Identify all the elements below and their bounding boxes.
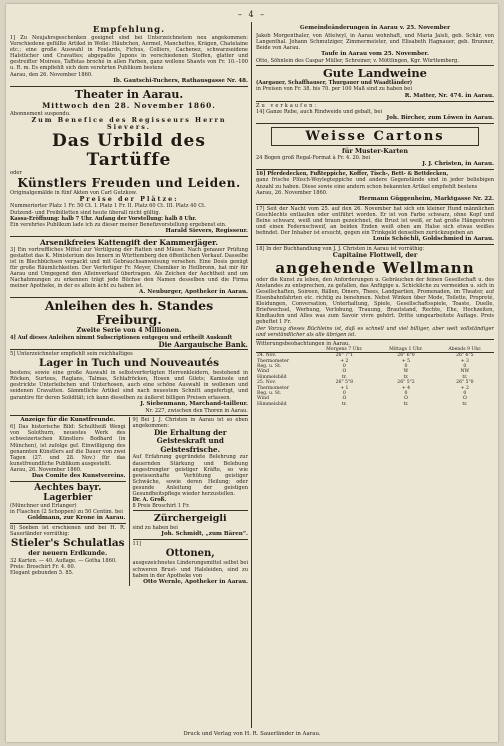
weather-cell: 26" 7"1 — [335, 353, 354, 359]
weather-cell: Himmelsbild — [257, 401, 287, 407]
weather-cell: 0 — [404, 364, 408, 370]
weather-cell: 26" 6"0 — [397, 353, 415, 359]
arsenik-signature: A. Neuburger, Apotheker in Aarau. — [138, 289, 248, 296]
ad-number: 1] — [10, 35, 16, 41]
schulatlas-title: Stieler's Schulatlas — [10, 537, 125, 550]
weather-cell: 0 — [342, 364, 346, 370]
wellmann-text: oder die Kunst zu leben, den Anforderungen u. Gebräuchen der feinen Gesellschaft u. des Anstandes zu entsprechen, zu gefallen, das Anfügige u. Schickliche zu vermeiden u. sich in Gesellschaften, Soireen, Bällen, Diners, Thees, Landpartien, Promenaden, im Theater, auf Eisenbahnfahrten etc. richtig zu benehmen. Nebst Winken über Mode, Toilette, Propreté, Kleidungen, Conversation, Unterhaltung, Spiele, Gesellschaftsspiele, Toaste, Duelle, Briefwechsel, Werbung, Verlobung, Trauung, Brautstand, Rechte, Ehe, Hochzeiten, Kindtaufen und Alles was zum Savoir vivre gehört. Dritte umgearbeitete Auflage. Preis geheftet 1 Fr. — [256, 276, 494, 326]
weather-header-cell: Morgens 7 Uhr. — [312, 347, 376, 353]
kunstfreunde-title: Anzeige für die Kunstfreunde. — [20, 416, 116, 423]
zuercher-signature: Joh. Schmidt, „zum Bären“. — [161, 531, 248, 538]
schulatlas-subtitle: der neuern Erdkunde. — [28, 549, 108, 558]
weather-cell: Thermometer — [257, 385, 289, 391]
weather-cell: 26" 5"2 — [397, 380, 415, 386]
weather-cell: 0 — [463, 391, 467, 397]
weather-cell: + 2 — [460, 385, 469, 391]
subcolumn-divider — [129, 417, 130, 586]
weather-cell: tr. — [462, 401, 468, 407]
ad-number: 18] — [256, 246, 265, 253]
arsenik-title: Arsenikfreies Kattengift der Kammerjäger. — [40, 237, 218, 247]
ad-ottonen — [133, 541, 249, 585]
weather-cell: 26" 5"0 — [456, 380, 474, 386]
reben-signature: Joh. Bircher, zum Löwen in Aarau. — [386, 114, 494, 121]
weather-cell: tr. — [403, 374, 409, 380]
weather-title: Witterungsbeobachtungen in Aarau. — [256, 340, 350, 347]
weather-cell: 0 — [404, 391, 408, 397]
page-number: – 4 – — [237, 10, 267, 19]
weather-cell: tr. — [403, 401, 409, 407]
weather-observations — [256, 339, 494, 409]
anleihen-series: Zweite Serie von 4 Millionen. — [76, 326, 182, 335]
ad-wellmann — [256, 244, 494, 339]
theater-prices-title: Preise der Plätze: — [79, 194, 179, 203]
landweine-signature: R. Matter, Nr. 474. in Aarau. — [404, 92, 494, 99]
ad-number: 5] — [10, 351, 16, 358]
weather-cell: + 4 — [401, 385, 411, 391]
pferdedecken-title: Pferdedecken, Fußteppiche, Koffer, Tisch-, Bett- & Bettdecken, — [267, 171, 449, 178]
schulatlas-edition: 32 Karten. — 40. Auflage. — Gotha 1860. — [10, 557, 117, 564]
taufe-title: Taufe in Aarau vom 25. November. — [321, 50, 429, 57]
lager-address: Nr. 227, zwischen den Thoren in Aarau. — [145, 407, 248, 414]
divider — [133, 539, 249, 540]
ottonen-title: Ottonen, — [165, 548, 215, 560]
ad-number: 11] — [132, 541, 141, 548]
christen-author: Dr. A. Groß. — [132, 497, 167, 504]
wellmann-author: Capitaine Flottwell, der — [332, 251, 418, 260]
ad-empfehlung — [10, 24, 248, 86]
weather-cell: O — [342, 396, 347, 402]
lagerbier-signature: Goldmann, zur Krone in Aarau. — [27, 515, 126, 522]
page-footer: Druck und Verlag von H. R. Sauerländer in Aarau. — [183, 731, 321, 737]
weather-cell: 24. Nov. — [257, 353, 277, 359]
lagerbier-title: Aechtes bayr. Lagerbier — [34, 482, 102, 503]
theater-abo: Abonnement suspendu. — [10, 110, 71, 117]
divider — [10, 481, 126, 482]
ad-cartons — [256, 123, 494, 170]
reben-text: Ganze Rebe, auch Rindweide und gebalt, bei — [266, 108, 382, 115]
right-column — [256, 24, 494, 408]
weather-cell: 0 — [342, 391, 346, 397]
kunstfreunde-text: Das historische Bild: Schultheiß Wengi von Solothurn, neuestes Werk des schweizerischen Künstlers Bodhard (in München), ist zufolge gef. Einwilligung des genannten Künstlers auf die Dauer von zwei Tagen (27. und 28. Nov.) für das kunstfreundliche Publikum ausgestellt. — [10, 424, 126, 467]
theater-subtitle: Künstlers Freuden und Leiden. — [17, 175, 241, 190]
weather-cell: Wind — [257, 396, 270, 402]
ottonen-signature: Otto Wernle, Apotheker in Aarau. — [143, 578, 248, 585]
schulatlas-price2: Elegant gebunden 5. 85. — [10, 570, 74, 577]
subcolumn-right — [133, 417, 249, 586]
ad-hund — [256, 204, 494, 244]
weather-cell: 26" 6"5 — [456, 353, 474, 359]
wellmann-intro: In der Buchhandlung von J. J. Christen in Aarau ist vorräthig: — [266, 246, 425, 253]
wellmann-title: angehende Wellmann — [275, 258, 475, 277]
christen-price: 8 Preis Broschirt 1 Fr. — [132, 503, 190, 510]
arsenik-text: Ein vortreffliches Mittel zur Vertilgung der Ratten und Mäuse. Nach genauer Prüfung gestattet das K. Ministerium des Innern in Württemberg den öffentlichen Verkauf. Dasselbe ist in Blechbüchsen verpackt und mit Gebrauchsanweisung versehen. Eine Dosis genügt für große Räumlichkeiten. Der Verfertiger Fr. Meyer, Chemiker in Heilbronn, hat mir für Aarau und Umgegend den Alleinverkauf übertragen. Als Zeichen der Aechtheit und um Nachahmungen zu erkennen trägt jede Büchse den Namen desselben und die Firma meiner Apotheke, in der es allein ächt zu haben ist. — [10, 246, 248, 290]
ad-arsenik — [10, 236, 248, 298]
theater-benefit: Zum Benefice des Regisseurs Herrn Sievers. — [31, 115, 227, 132]
weather-cell: + 5 — [401, 358, 411, 364]
pferdedecken-place: Aarau, 26. November 1860. — [256, 189, 328, 196]
anleihen-text: Auf dieses Anleihen nimmt Subscriptionen entgegen und ertheilt Auskunft — [17, 334, 233, 341]
ad-reben — [256, 101, 494, 123]
two-column-ads-left — [10, 415, 248, 587]
ad-theater — [10, 86, 248, 236]
landweine-subtitle: (Aargauer, Schaffhauser, Thurgauer und Waadtländer) — [256, 80, 413, 87]
lagerbier-text: in Flaschen (2 Schoppen) zu 50 Centim. bei — [10, 509, 123, 516]
weather-cell: tr. — [341, 401, 347, 407]
column-divider — [251, 22, 252, 728]
cartons-box — [271, 127, 479, 146]
christen-title: Die Erhaltung der Geisteskraft und Geistesfrische. — [153, 427, 227, 454]
ad-number: 17] — [256, 205, 265, 212]
gemeinde-title: Gemeindeänderungen in Aarau v. 25. November — [299, 25, 451, 31]
theater-play: Das Urbild des Tartüffe — [52, 130, 206, 170]
ad-number: 14] — [256, 108, 265, 115]
landweine-title: Gute Landweine — [322, 66, 428, 81]
theater-tickets: Dutzend- und Freibilletten sind heute überall nicht gültig. — [10, 209, 161, 216]
ad-schulatlas — [10, 525, 126, 576]
cartons-text: 24 Bogen groß Regal-Format à Fr. 4. 20. bei — [256, 155, 371, 162]
ad-zuercher — [133, 512, 249, 538]
weather-cell: tr. — [341, 374, 347, 380]
cartons-title: Weisse Cartons — [305, 128, 445, 144]
subcolumn-left — [10, 417, 126, 586]
weather-cell: + 1 — [340, 385, 349, 391]
lager-text: bestens; sowie eine große Auswahl in selbstverfertigten Herrenkleidern, bestehend in Röcken, Surtous, Raglans, Talmas, Schlafröcken, Hosen und Gilets; Kamisole und gestrickte Unterleibchen und Unterhosen, auch eine schöne Auswahl in wollenen und seidenen Cravatten. Sämmtliche Artikel sind nach neuestem Schnitt angefertigt, und garantire für deren Solidität; ich kann dieselben zu äußerst billigen Preisen erlassen. — [10, 370, 248, 401]
pferdedecken-text: ganz frische Plüsch-Woylegteppiche und andere Gegenstände sind in jeder beliebigen Anzahl zu haben. Diese sowie eine andern schon bekannten Artikel empfiehlt bestens — [256, 177, 494, 190]
christen-text: Bei J. J. Christen in Aarau ist so eben angekommen: — [132, 416, 248, 429]
anleihen-title: Anleihen des h. Standes Freiburg. — [44, 298, 214, 328]
lager-signature: J. Siebenmann, Marchand-tailleur. — [140, 400, 248, 407]
theater-oder: oder — [10, 169, 22, 176]
ad-number: 3] — [10, 246, 16, 253]
zuercher-title: Zürchergeigli — [153, 513, 227, 525]
theater-times: Kassa-Eröffnung: halb 7 Uhr. Anfang der Vorstellung: halb 8 Uhr. — [10, 215, 197, 222]
landweine-text: in Preisen von Fr. 38. bis 70. per 100 Maß sind zu haben bei — [256, 86, 412, 93]
theater-date: Mittwoch den 28. November 1860. — [42, 100, 216, 110]
ad-number: 16] — [256, 171, 266, 178]
ad-lager — [10, 349, 248, 415]
ad-gemeinde — [256, 24, 494, 65]
theater-prices: Nummerierter Platz 1 Fr. 50 Ct. I. Platz 1 Fr. II. Platz 60 Ct. III. Platz 40 Ct. — [10, 203, 206, 210]
lagerbier-subtitle: (Münchner und Erlanger) — [10, 502, 77, 509]
weather-header-cell: Abends 9 Uhr. — [436, 347, 494, 353]
weather-cell: O — [404, 396, 408, 402]
weather-cell: 25. Nov. — [257, 380, 277, 386]
weather-cell: + 2 — [340, 358, 349, 364]
taufe-text: Otto, Söhnlein des Caspar Müller, Schreiner, v. Möttlingen, Kgr. Württemberg. — [256, 58, 459, 65]
lager-title: Lager in Tuch und Nouveautés — [38, 357, 219, 370]
hund-signature: Louis Schöchli, Goldschmied in Aarau. — [372, 236, 494, 243]
cartons-subtitle: für Muster-Karten — [341, 146, 409, 155]
weather-cell: Thermometer — [257, 358, 289, 364]
weather-header-cell: Mittags 1 Uhr. — [376, 347, 435, 353]
lager-intro: Unterzeichneter empfiehlt sein reichhaltiges — [16, 351, 133, 358]
divider — [133, 510, 249, 511]
weather-cell: 26" 5"8 — [335, 380, 354, 386]
weather-cell: O — [342, 369, 347, 375]
hund-text: Seit der Nacht vom 25. auf den 26. November hat sich ein kleiner Hund männlichen Geschlechts entlaufen oder entführt worden. Er ist von Farbe schwarz, ohne Kopf und Beine schwarz, weiß und braun gezeichnet, die Brust ist weiß, er hat große Hängeohren und einen Federnschweif, an beiden Enden weiß oben am Halse sich etwas weißes befindet. Der Inhaber ist ersucht, gegen ein Trinkgeld denselben zurückzugeben an — [256, 205, 494, 237]
ad-landweine — [256, 65, 494, 100]
gemeinde-text: Jakob Morgenthaler, von Attelwyl, in Aarau wohnhaft, und Maria Jaisli, geb. Schär, von Langenthal. Johann Schmutziger, Zimmermeister, und Elisabeth Hagnauer, geb. Brunner, Beide von Aarau. — [256, 32, 494, 51]
weather-cell: Reg. u. St. — [257, 391, 282, 397]
weather-cell: Wind — [257, 369, 270, 375]
anleihen-signature: Die Aargauische Bank. — [158, 340, 248, 350]
theater-invite: Ein verehrtes Publikum lade ich zu dieser meiner Benefizvorstellung ergebenst ein. — [10, 221, 227, 228]
ottonen-text: ausgezeichnetes Linderungsmittel selbst bei schweren Brust- und Halsleiden, sind zu haben in der Apotheke von — [132, 560, 248, 579]
ad-signature: Ib. Gautschi-Tuchers, Rathausgasse Nr. 48. — [113, 77, 248, 84]
weather-cell: NW — [460, 369, 470, 375]
ad-number: 9] — [132, 416, 138, 423]
newspaper-page — [6, 4, 498, 742]
weather-cell: Himmelsbild — [257, 374, 287, 380]
ad-anleihen — [10, 297, 248, 349]
schulatlas-intro: Soeben ist erschienen und bei H. R. Sauerländer vorräthig: — [10, 525, 126, 538]
ad-text: Zu Neujahrsgeschenken geeignet sind bei Unterzeichnetem neu angekommen: Verschiedene gefüllte Artikel in Wolle: Häubchen, Aermel, Manchettes, Krägen, Chatelaine etc.; eine große Auswahl in Foulards, Fichus, Colliers, Cachenez, schwarzseidene Halstücher und Cravattes; abgepaßte Jupons in verschiedenen Stoffen, glatter und gestreifter Moirees, Taffetas broché in allen Farben, ganz wollene Shawls von Fr. 10.–100 u. R. m. Es empfiehlt sich dem verehrten Publikum bestens — [10, 35, 248, 72]
pferdedecken-signature: Hermann Güggenheim, Marktgasse Nr. 22. — [358, 195, 494, 202]
ad-lagerbier — [10, 483, 126, 522]
divider — [10, 523, 126, 524]
ad-number: 6] — [10, 424, 16, 431]
weather-cell: Reg. u. St. — [257, 364, 282, 370]
theater-title: Theater in Aarau. — [74, 87, 184, 101]
christen-desc: Auf Erfahrung gegründete Belehrung zur dauernden Stärkung und Belebung angestrengter geistiger Kräfte, so wie gewissenhafte Verhütung geistiger Schwäche, sowie deren Heilung; oder gesunde Anleitung der geistigen Gesundheitspflege wieder herzustellen. — [132, 454, 248, 497]
weather-cell: W — [403, 369, 409, 375]
weather-cell: O — [462, 396, 467, 402]
ad-number: 4] — [10, 334, 16, 341]
ad-pferdedecken — [256, 169, 494, 203]
schulatlas-price1: Preis: Broschirt Fr. 4. 60. — [10, 563, 76, 570]
reben-title: Zu verkaufen: — [256, 102, 319, 109]
cartons-signature: J. J. Christen, in Aarau. — [422, 161, 494, 168]
ad-place: Aarau, den 26. November 1860. — [10, 71, 93, 78]
ad-kunstfreunde — [10, 417, 126, 480]
weather-cell: 0 — [463, 364, 467, 370]
kunstfreunde-place: Aarau, 26. November 1860. — [10, 466, 82, 473]
wellmann-footnote: Der Vorzug dieses Büchleins ist, daß es schnell und viel billiger, aber weit vollständiger und verständlicher als alle übrigen ist. — [256, 325, 494, 338]
ad-christen-book — [133, 417, 249, 510]
weather-table — [256, 347, 494, 407]
weather-row — [256, 402, 494, 407]
zuercher-text: sind zu haben bei — [132, 525, 178, 532]
weather-cell: tr. — [462, 374, 468, 380]
kunstfreunde-signature: Das Comite des Kunstvereins. — [31, 472, 126, 479]
ad-number: 8] — [10, 525, 16, 532]
theater-signature: Harald Sievers, Regisseur. — [165, 227, 248, 234]
ad-title: Empfehlung. — [92, 25, 166, 35]
weather-cell: + 3 — [460, 358, 469, 364]
theater-subtitle2: Originalgemälde in fünf Akten von Carl Gutzkow. — [10, 189, 138, 196]
left-column — [10, 24, 248, 587]
